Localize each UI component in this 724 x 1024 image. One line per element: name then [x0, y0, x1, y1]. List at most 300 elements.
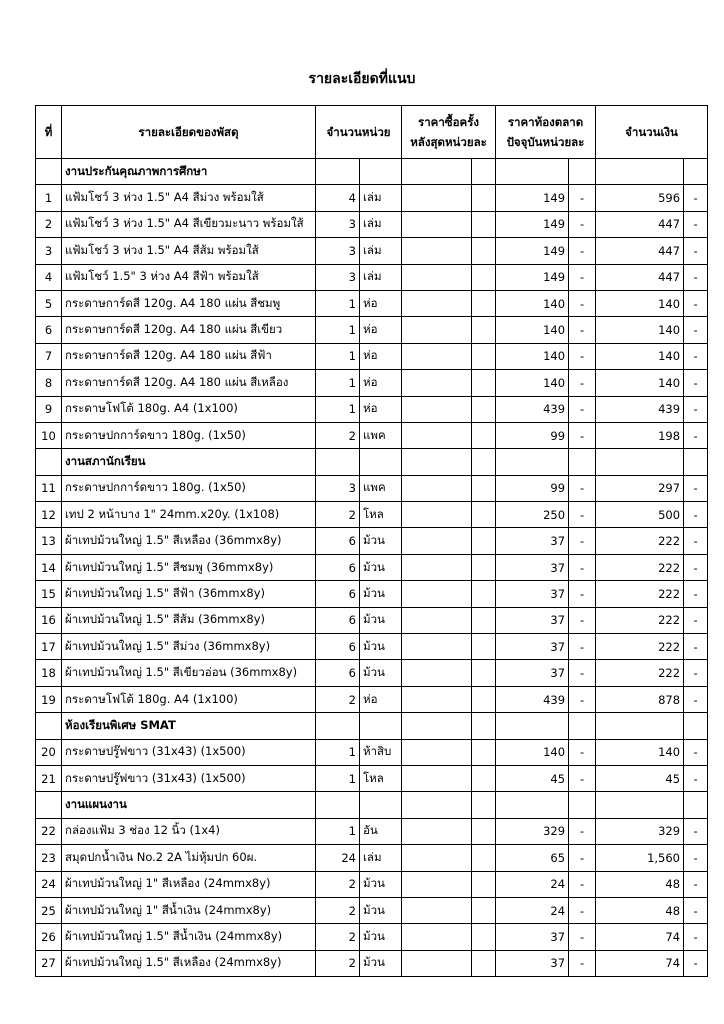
section-heading: งานประกันคุณภาพการศึกษา: [62, 159, 316, 185]
header-amount: จำนวนเงิน: [596, 106, 708, 159]
amount-satang: -: [684, 238, 708, 264]
item-description: เทป 2 หน้าบาง 1" 24mm.x20y. (1x108): [62, 502, 316, 528]
item-quantity: 3: [316, 475, 360, 501]
item-unit: ห่อ: [360, 317, 402, 343]
amount-satang: -: [684, 660, 708, 686]
item-description: ผ้าเทปม้วนใหญ่ 1.5" สีชมพู (36mmx8y): [62, 554, 316, 580]
table-row: [36, 818, 708, 844]
row-no: 25: [36, 897, 62, 923]
last-price-cell: [402, 950, 472, 976]
row-no: 3: [36, 238, 62, 264]
row-no: 9: [36, 396, 62, 422]
amount-satang: -: [684, 185, 708, 211]
last-price-sub-cell: [472, 581, 496, 607]
item-unit: ห่อ: [360, 343, 402, 369]
item-amount: 222: [596, 660, 684, 686]
item-market-price: 250: [496, 502, 569, 528]
item-unit: ม้วน: [360, 871, 402, 897]
item-unit: ม้วน: [360, 554, 402, 580]
market-price-sub-cell: [569, 159, 596, 185]
item-quantity: 2: [316, 502, 360, 528]
last-price-cell: [402, 897, 472, 923]
market-price-sub-cell: [569, 449, 596, 475]
row-no: 11: [36, 475, 62, 501]
item-amount: 140: [596, 370, 684, 396]
section-row: [36, 159, 708, 185]
row-no: 23: [36, 845, 62, 871]
item-amount: 48: [596, 897, 684, 923]
table-row: [36, 739, 708, 765]
market-price-satang: -: [569, 528, 596, 554]
amount-satang: -: [684, 950, 708, 976]
amount-cell: [596, 792, 684, 818]
row-no: 17: [36, 634, 62, 660]
item-quantity: 2: [316, 924, 360, 950]
item-quantity: 24: [316, 845, 360, 871]
section-row: [36, 449, 708, 475]
table-row: [36, 370, 708, 396]
last-price-cell: [402, 581, 472, 607]
amount-satang: -: [684, 554, 708, 580]
item-unit: ห่อ: [360, 396, 402, 422]
section-row: [36, 792, 708, 818]
last-price-cell: [402, 528, 472, 554]
amount-satang: -: [684, 607, 708, 633]
last-price-sub-cell: [472, 897, 496, 923]
table-row: [36, 290, 708, 316]
item-market-price: 45: [496, 765, 569, 791]
item-market-price: 149: [496, 238, 569, 264]
amount-satang: -: [684, 290, 708, 316]
amount-satang: -: [684, 475, 708, 501]
last-price-cell: [402, 739, 472, 765]
item-market-price: 140: [496, 370, 569, 396]
table-row: [36, 924, 708, 950]
item-description: ผ้าเทปม้วนใหญ่ 1.5" สีเหลือง (24mmx8y): [62, 950, 316, 976]
last-price-sub-cell: [472, 449, 496, 475]
row-no: 26: [36, 924, 62, 950]
item-description: กระดาษโฟโต้ 180g. A4 (1x100): [62, 396, 316, 422]
last-price-sub-cell: [472, 211, 496, 237]
item-quantity: 3: [316, 238, 360, 264]
item-quantity: 1: [316, 765, 360, 791]
amount-cell: [596, 449, 684, 475]
table-row: [36, 607, 708, 633]
table-row: [36, 686, 708, 712]
last-price-sub-cell: [472, 159, 496, 185]
item-description: สมุดปกน้ำเงิน No.2 2A ไม่หุ้มปก 60ผ.: [62, 845, 316, 871]
last-price-cell: [402, 554, 472, 580]
item-amount: 439: [596, 396, 684, 422]
row-no: 7: [36, 343, 62, 369]
item-quantity: 6: [316, 634, 360, 660]
amount-sub-cell: [684, 159, 708, 185]
row-no: 19: [36, 686, 62, 712]
market-price-cell: [496, 713, 569, 739]
item-quantity: 2: [316, 686, 360, 712]
item-amount: 447: [596, 264, 684, 290]
market-price-satang: -: [569, 211, 596, 237]
item-quantity: 2: [316, 422, 360, 448]
item-unit: ม้วน: [360, 607, 402, 633]
header-quantity: จำนวนหน่วย: [316, 106, 402, 159]
last-price-cell: [402, 370, 472, 396]
last-price-cell: [402, 502, 472, 528]
market-price-cell: [496, 159, 569, 185]
item-description: ผ้าเทปม้วนใหญ่ 1.5" สีฟ้า (36mmx8y): [62, 581, 316, 607]
amount-satang: -: [684, 818, 708, 844]
item-unit: ห่อ: [360, 290, 402, 316]
amount-sub-cell: [684, 713, 708, 739]
item-quantity: 1: [316, 343, 360, 369]
qty-cell: [316, 159, 360, 185]
amount-satang: -: [684, 343, 708, 369]
item-market-price: 140: [496, 317, 569, 343]
header-market-price-line2: ปัจจุบันหน่วยละ: [506, 135, 585, 149]
row-no: 18: [36, 660, 62, 686]
amount-satang: -: [684, 317, 708, 343]
item-description: กระดาษปรู๊ฟขาว (31x43) (1x500): [62, 739, 316, 765]
table-row: [36, 317, 708, 343]
row-no: 20: [36, 739, 62, 765]
last-price-sub-cell: [472, 475, 496, 501]
last-price-sub-cell: [472, 924, 496, 950]
amount-cell: [596, 159, 684, 185]
item-amount: 140: [596, 317, 684, 343]
item-description: ผ้าเทปม้วนใหญ่ 1.5" สีม่วง (36mmx8y): [62, 634, 316, 660]
row-no-cell: [36, 159, 62, 185]
table-row: [36, 634, 708, 660]
last-price-cell: [402, 238, 472, 264]
item-quantity: 6: [316, 554, 360, 580]
table-row: [36, 950, 708, 976]
qty-cell: [316, 449, 360, 475]
row-no-cell: [36, 792, 62, 818]
table-row: [36, 238, 708, 264]
item-quantity: 3: [316, 264, 360, 290]
market-price-sub-cell: [569, 713, 596, 739]
last-price-cell: [402, 317, 472, 343]
item-amount: 500: [596, 502, 684, 528]
item-market-price: 140: [496, 290, 569, 316]
item-amount: 74: [596, 924, 684, 950]
table-row: [36, 581, 708, 607]
market-price-satang: -: [569, 660, 596, 686]
market-price-satang: -: [569, 871, 596, 897]
item-unit: ม้วน: [360, 581, 402, 607]
item-description: กระดาษการ์ดสี 120g. A4 180 แผ่น สีเหลือง: [62, 370, 316, 396]
market-price-satang: -: [569, 343, 596, 369]
market-price-satang: -: [569, 396, 596, 422]
market-price-satang: -: [569, 950, 596, 976]
section-row: [36, 713, 708, 739]
row-no: 12: [36, 502, 62, 528]
item-amount: 222: [596, 634, 684, 660]
item-quantity: 1: [316, 317, 360, 343]
last-price-sub-cell: [472, 607, 496, 633]
market-price-satang: -: [569, 765, 596, 791]
item-amount: 878: [596, 686, 684, 712]
item-description: ผ้าเทปม้วนใหญ่ 1" สีเหลือง (24mmx8y): [62, 871, 316, 897]
item-market-price: 439: [496, 396, 569, 422]
amount-satang: -: [684, 581, 708, 607]
last-price-sub-cell: [472, 343, 496, 369]
unit-cell: [360, 713, 402, 739]
item-quantity: 6: [316, 528, 360, 554]
item-unit: โหล: [360, 765, 402, 791]
row-no: 22: [36, 818, 62, 844]
market-price-satang: -: [569, 290, 596, 316]
table-row: [36, 554, 708, 580]
item-unit: โหล: [360, 502, 402, 528]
amount-satang: -: [684, 845, 708, 871]
item-amount: 447: [596, 238, 684, 264]
item-quantity: 1: [316, 739, 360, 765]
last-price-cell: [402, 660, 472, 686]
last-price-sub-cell: [472, 264, 496, 290]
section-heading: งานสภานักเรียน: [62, 449, 316, 475]
table-row: [36, 211, 708, 237]
item-market-price: 99: [496, 475, 569, 501]
amount-satang: -: [684, 739, 708, 765]
item-amount: 74: [596, 950, 684, 976]
item-description: ผ้าเทปม้วนใหญ่ 1.5" สีเขียวอ่อน (36mmx8y): [62, 660, 316, 686]
amount-satang: -: [684, 686, 708, 712]
item-unit: ห่อ: [360, 370, 402, 396]
last-price-sub-cell: [472, 713, 496, 739]
table-row: [36, 475, 708, 501]
item-unit: ม้วน: [360, 528, 402, 554]
item-quantity: 2: [316, 950, 360, 976]
item-amount: 297: [596, 475, 684, 501]
item-amount: 45: [596, 765, 684, 791]
row-no: 27: [36, 950, 62, 976]
market-price-satang: -: [569, 924, 596, 950]
amount-sub-cell: [684, 792, 708, 818]
last-price-cell: [402, 343, 472, 369]
last-price-sub-cell: [472, 765, 496, 791]
item-market-price: 24: [496, 897, 569, 923]
item-quantity: 1: [316, 396, 360, 422]
item-market-price: 439: [496, 686, 569, 712]
item-amount: 222: [596, 581, 684, 607]
table-row: [36, 502, 708, 528]
last-price-cell: [402, 211, 472, 237]
row-no: 5: [36, 290, 62, 316]
last-price-sub-cell: [472, 502, 496, 528]
row-no-cell: [36, 449, 62, 475]
items-table: [35, 105, 708, 977]
last-price-sub-cell: [472, 634, 496, 660]
item-description: กระดาษปกการ์ดขาว 180g. (1x50): [62, 422, 316, 448]
table-row: [36, 528, 708, 554]
table-header-row: [36, 106, 708, 159]
market-price-satang: -: [569, 422, 596, 448]
item-market-price: 37: [496, 660, 569, 686]
last-price-sub-cell: [472, 686, 496, 712]
market-price-satang: -: [569, 185, 596, 211]
header-no: ที่: [36, 106, 62, 159]
market-price-satang: -: [569, 317, 596, 343]
row-no-cell: [36, 713, 62, 739]
market-price-satang: -: [569, 264, 596, 290]
item-amount: 329: [596, 818, 684, 844]
item-quantity: 2: [316, 897, 360, 923]
item-quantity: 1: [316, 290, 360, 316]
amount-satang: -: [684, 502, 708, 528]
item-description: แฟ้มโชว์ 3 ห่วง 1.5" A4 สีม่วง พร้อมใส้: [62, 185, 316, 211]
market-price-satang: -: [569, 581, 596, 607]
last-price-cell: [402, 765, 472, 791]
market-price-satang: -: [569, 897, 596, 923]
item-market-price: 24: [496, 871, 569, 897]
item-unit: ม้วน: [360, 897, 402, 923]
row-no: 8: [36, 370, 62, 396]
amount-satang: -: [684, 211, 708, 237]
amount-satang: -: [684, 370, 708, 396]
last-price-cell: [402, 607, 472, 633]
last-price-cell: [402, 792, 472, 818]
item-quantity: 6: [316, 607, 360, 633]
item-unit: ห่อ: [360, 686, 402, 712]
table-row: [36, 871, 708, 897]
last-price-cell: [402, 924, 472, 950]
item-unit: อัน: [360, 818, 402, 844]
market-price-cell: [496, 792, 569, 818]
item-market-price: 329: [496, 818, 569, 844]
item-amount: 198: [596, 422, 684, 448]
item-market-price: 37: [496, 924, 569, 950]
last-price-cell: [402, 290, 472, 316]
amount-satang: -: [684, 396, 708, 422]
item-amount: 140: [596, 739, 684, 765]
item-description: กระดาษปกการ์ดขาว 180g. (1x50): [62, 475, 316, 501]
item-unit: แพค: [360, 422, 402, 448]
amount-satang: -: [684, 422, 708, 448]
market-price-satang: -: [569, 238, 596, 264]
item-market-price: 37: [496, 581, 569, 607]
item-market-price: 65: [496, 845, 569, 871]
item-description: แฟ้มโชว์ 1.5" 3 ห่วง A4 สีฟ้า พร้อมใส้: [62, 264, 316, 290]
table-row: [36, 845, 708, 871]
unit-cell: [360, 792, 402, 818]
last-price-cell: [402, 686, 472, 712]
section-heading: งานแผนงาน: [62, 792, 316, 818]
last-price-cell: [402, 845, 472, 871]
item-unit: เล่ม: [360, 238, 402, 264]
item-description: กล่องแฟ้ม 3 ช่อง 12 นิ้ว (1x4): [62, 818, 316, 844]
item-amount: 222: [596, 528, 684, 554]
item-description: แฟ้มโชว์ 3 ห่วง 1.5" A4 สีเขียวมะนาว พร้อมใส้: [62, 211, 316, 237]
last-price-cell: [402, 449, 472, 475]
last-price-cell: [402, 871, 472, 897]
last-price-sub-cell: [472, 950, 496, 976]
row-no: 21: [36, 765, 62, 791]
table-row: [36, 264, 708, 290]
last-price-sub-cell: [472, 739, 496, 765]
header-last-price: [402, 106, 496, 159]
market-price-satang: -: [569, 554, 596, 580]
market-price-satang: -: [569, 686, 596, 712]
qty-cell: [316, 713, 360, 739]
item-market-price: 99: [496, 422, 569, 448]
item-unit: เล่ม: [360, 845, 402, 871]
item-amount: 140: [596, 343, 684, 369]
amount-satang: -: [684, 871, 708, 897]
amount-sub-cell: [684, 449, 708, 475]
last-price-cell: [402, 185, 472, 211]
row-no: 14: [36, 554, 62, 580]
last-price-cell: [402, 475, 472, 501]
item-amount: 596: [596, 185, 684, 211]
market-price-satang: -: [569, 475, 596, 501]
last-price-cell: [402, 713, 472, 739]
row-no: 15: [36, 581, 62, 607]
amount-satang: -: [684, 634, 708, 660]
table-row: [36, 765, 708, 791]
item-description: กระดาษการ์ดสี 120g. A4 180 แผ่น สีชมพู: [62, 290, 316, 316]
item-unit: ม้วน: [360, 660, 402, 686]
market-price-satang: -: [569, 818, 596, 844]
last-price-cell: [402, 396, 472, 422]
row-no: 10: [36, 422, 62, 448]
item-description: ผ้าเทปม้วนใหญ่ 1.5" สีส้ม (36mmx8y): [62, 607, 316, 633]
market-price-satang: -: [569, 845, 596, 871]
last-price-sub-cell: [472, 871, 496, 897]
header-market-price-line1: ราคาท้องตลาด: [507, 115, 584, 129]
item-unit: แพค: [360, 475, 402, 501]
item-unit: เล่ม: [360, 264, 402, 290]
last-price-sub-cell: [472, 845, 496, 871]
item-description: ผ้าเทปม้วนใหญ่ 1.5" สีเหลือง (36mmx8y): [62, 528, 316, 554]
market-price-cell: [496, 449, 569, 475]
amount-satang: -: [684, 924, 708, 950]
last-price-sub-cell: [472, 370, 496, 396]
market-price-satang: -: [569, 370, 596, 396]
item-market-price: 37: [496, 950, 569, 976]
item-unit: ม้วน: [360, 950, 402, 976]
item-quantity: 1: [316, 370, 360, 396]
row-no: 6: [36, 317, 62, 343]
last-price-sub-cell: [472, 396, 496, 422]
table-row: [36, 396, 708, 422]
item-description: กระดาษปรู๊ฟขาว (31x43) (1x500): [62, 765, 316, 791]
item-market-price: 149: [496, 185, 569, 211]
item-quantity: 2: [316, 871, 360, 897]
item-amount: 222: [596, 554, 684, 580]
last-price-cell: [402, 264, 472, 290]
last-price-sub-cell: [472, 290, 496, 316]
item-quantity: 6: [316, 660, 360, 686]
item-description: แฟ้มโชว์ 3 ห่วง 1.5" A4 สีส้ม พร้อมใส้: [62, 238, 316, 264]
last-price-sub-cell: [472, 528, 496, 554]
row-no: 1: [36, 185, 62, 211]
item-amount: 48: [596, 871, 684, 897]
item-unit: เล่ม: [360, 211, 402, 237]
row-no: 16: [36, 607, 62, 633]
market-price-satang: -: [569, 634, 596, 660]
table-row: [36, 660, 708, 686]
amount-satang: -: [684, 264, 708, 290]
table-body: [36, 159, 708, 977]
item-unit: ห้าสิบ: [360, 739, 402, 765]
item-description: กระดาษการ์ดสี 120g. A4 180 แผ่น สีฟ้า: [62, 343, 316, 369]
amount-satang: -: [684, 765, 708, 791]
last-price-sub-cell: [472, 185, 496, 211]
item-unit: ม้วน: [360, 634, 402, 660]
item-amount: 222: [596, 607, 684, 633]
last-price-sub-cell: [472, 317, 496, 343]
